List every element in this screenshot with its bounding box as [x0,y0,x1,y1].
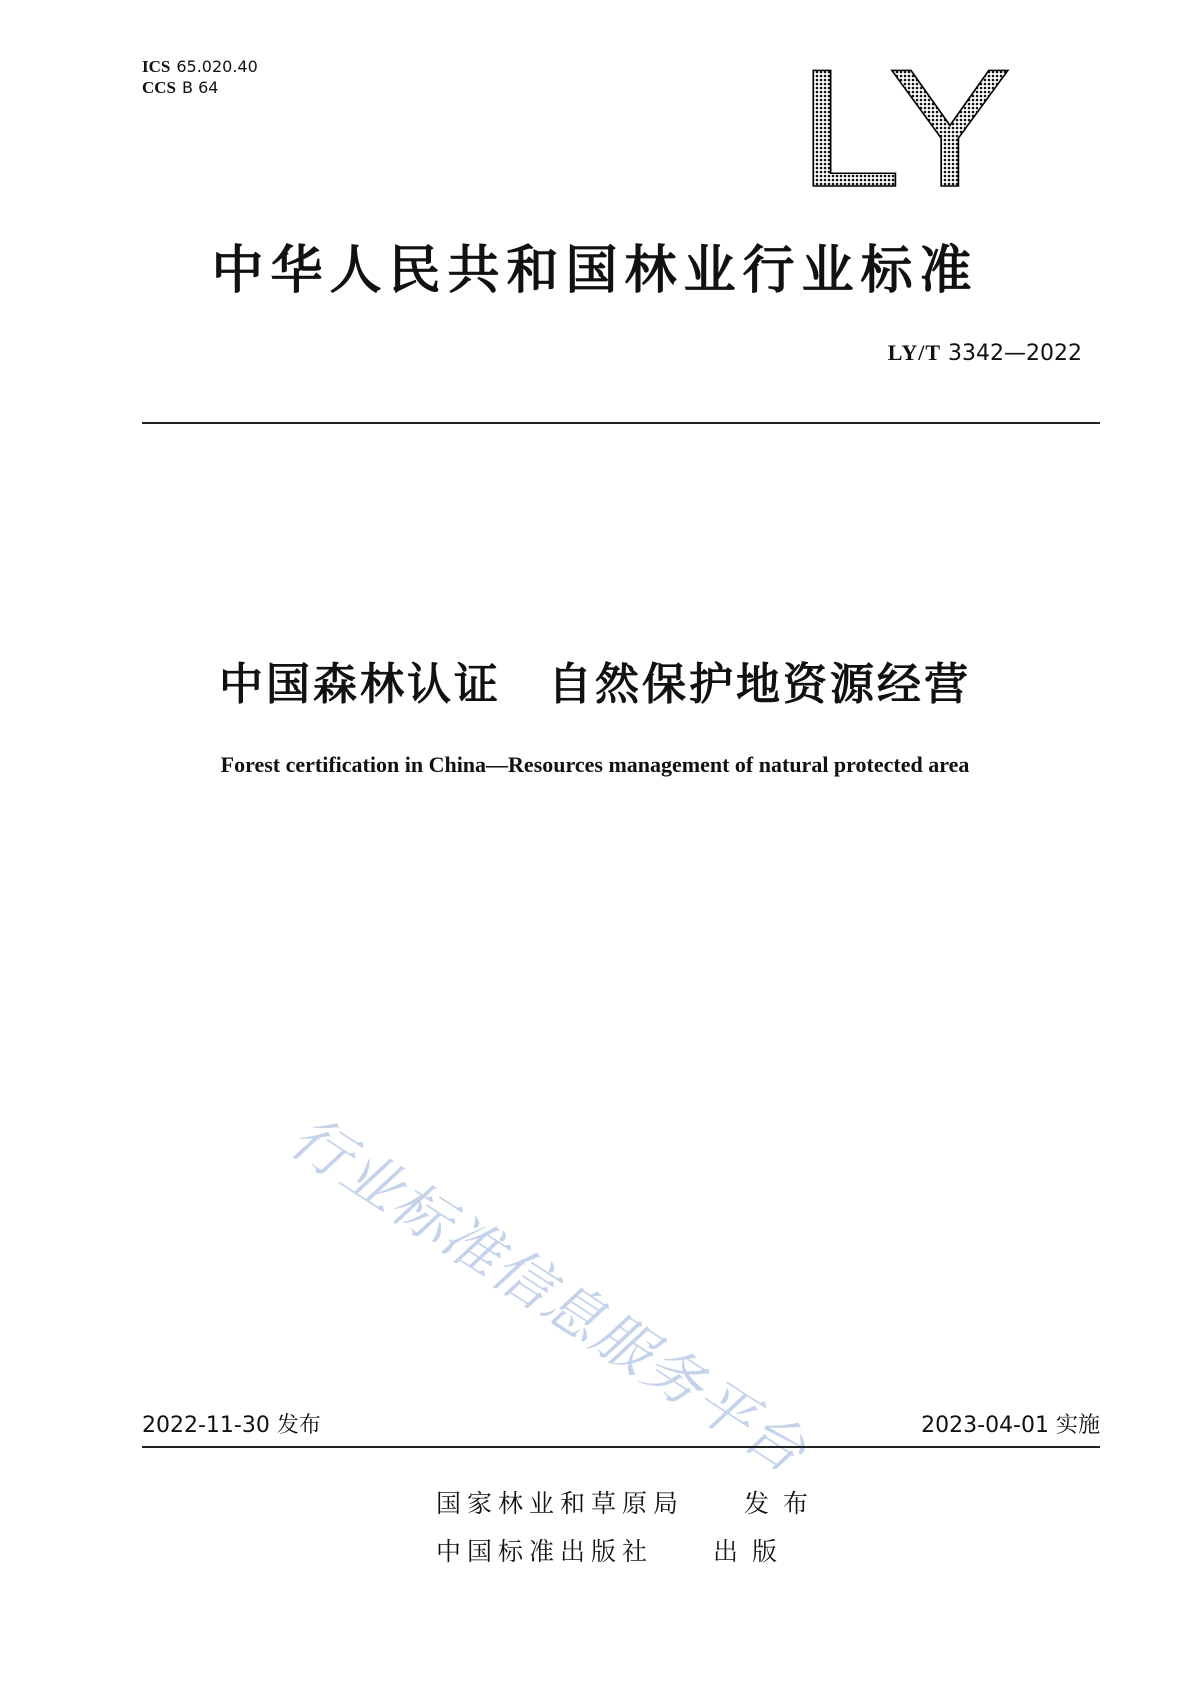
ics-code [142,56,258,77]
publisher-line [436,1532,791,1568]
standard-number-value: 3342—2022 [948,341,1082,366]
ics-label: ICS [142,57,171,76]
ccs-label: CCS [142,78,177,97]
publisher-name: 国家林业和草原局 [436,1489,685,1518]
ly-logo [795,62,1015,192]
standard-number-prefix: LY/T [887,340,942,365]
ccs-code [142,77,258,98]
classification-codes [142,56,258,98]
publisher-role: 出版 [713,1537,792,1566]
watermark: 行业标准信息服务平台 [278,1102,820,1487]
header-divider [142,422,1100,424]
ics-value: 65.020.40 [176,57,258,76]
implementation-date: 2023-04-01 实施 [921,1413,1100,1438]
document-title-cn: 中国森林认证 自然保护地资源经营 [219,659,971,710]
publisher-role: 发布 [744,1489,823,1518]
ly-logo-text: LY [798,62,1012,192]
issue-date: 2022-11-30 发布 [142,1413,321,1438]
publisher-line [436,1484,822,1520]
footer-divider [142,1446,1100,1448]
standard-number [888,340,1082,366]
standard-title: 中华人民共和国林业行业标准 [211,241,979,301]
document-title-en: Forest certification in China—Resources management of natural protected area [220,752,970,777]
publisher-name: 中国标准出版社 [436,1537,654,1566]
ccs-value: B 64 [182,78,219,97]
